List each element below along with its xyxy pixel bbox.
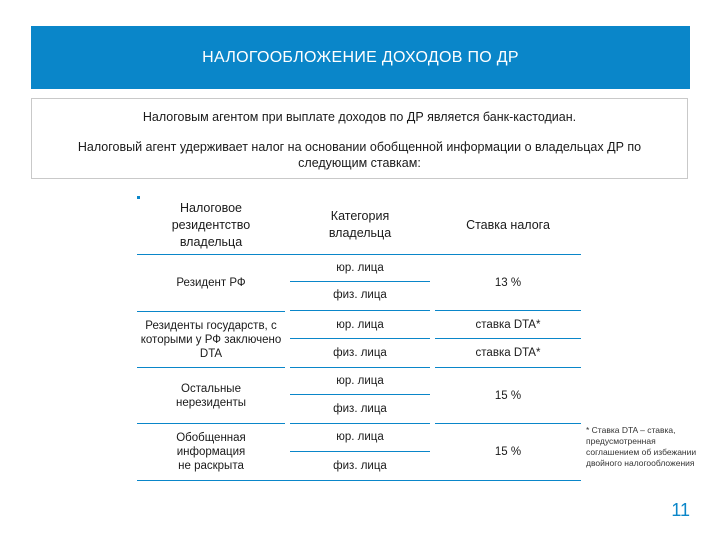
row2-col2-sub-separator — [290, 338, 430, 339]
row3-rate: 15 % — [494, 390, 522, 402]
row3-residency: Остальные нерезиденты — [176, 383, 246, 409]
row1-col3-separator — [435, 310, 581, 311]
header-separator — [137, 254, 581, 255]
row3-category-legal: юр. лица — [336, 375, 384, 387]
table-top-border — [137, 196, 140, 199]
row2-category-legal: юр. лица — [336, 319, 384, 331]
row4-residency: Обобщенная информация не раскрыта — [176, 432, 246, 472]
row1-col2-sub-separator — [290, 281, 430, 282]
row4-col2-sub-separator — [290, 451, 430, 452]
header-rate: Ставка налога — [466, 217, 550, 232]
row2-rate-legal: ставка DTA* — [475, 319, 541, 331]
row2-category-individual: физ. лица — [333, 347, 387, 359]
row2-residency: Резиденты государств, с которыми у РФ заключено DTA — [140, 320, 282, 360]
header-residency: Налоговое резидентство владельца — [171, 200, 251, 249]
info-text-agent: Налоговым агентом при выплате доходов по ДР является банк-кастодиан. — [142, 110, 577, 124]
row2-col1-separator — [137, 367, 285, 368]
row2-rate-individual: ставка DTA* — [475, 347, 541, 359]
row1-category-individual: физ. лица — [333, 289, 387, 301]
row3-col2-sub-separator — [290, 394, 430, 395]
info-text-rates: Налоговый агент удерживает налог на основании обобщенной информации о владельцах ДР по следующим ставкам: — [77, 140, 642, 170]
row1-col1-separator — [137, 311, 285, 312]
page-title: НАЛОГООБЛОЖЕНИЕ ДОХОДОВ ПО ДР — [202, 48, 519, 66]
row2-col3-separator — [435, 367, 581, 368]
row3-col3-separator — [435, 423, 581, 424]
row3-category-individual: физ. лица — [333, 403, 387, 415]
row4-category-individual: физ. лица — [333, 460, 387, 472]
footnote-dta: * Ставка DTA – ставка, предусмотренная соглашением об избежании двойного налогообложения — [586, 425, 697, 468]
table-bottom-border — [137, 480, 581, 481]
row3-col1-separator — [137, 423, 285, 424]
row1-rate: 13 % — [494, 277, 522, 289]
page-number: 11 — [671, 500, 690, 520]
row4-category-legal: юр. лица — [336, 431, 384, 443]
info-box — [31, 98, 688, 179]
header-category: Категория владельца — [328, 209, 392, 240]
row2-col2-separator — [290, 367, 430, 368]
title-banner — [31, 26, 690, 89]
row3-col2-separator — [290, 423, 430, 424]
row2-col3-sub-separator — [435, 338, 581, 339]
row1-col2-separator — [290, 310, 430, 311]
row4-rate: 15 % — [494, 446, 522, 458]
row1-category-legal: юр. лица — [336, 262, 384, 274]
row1-residency: Резидент РФ — [176, 277, 246, 289]
